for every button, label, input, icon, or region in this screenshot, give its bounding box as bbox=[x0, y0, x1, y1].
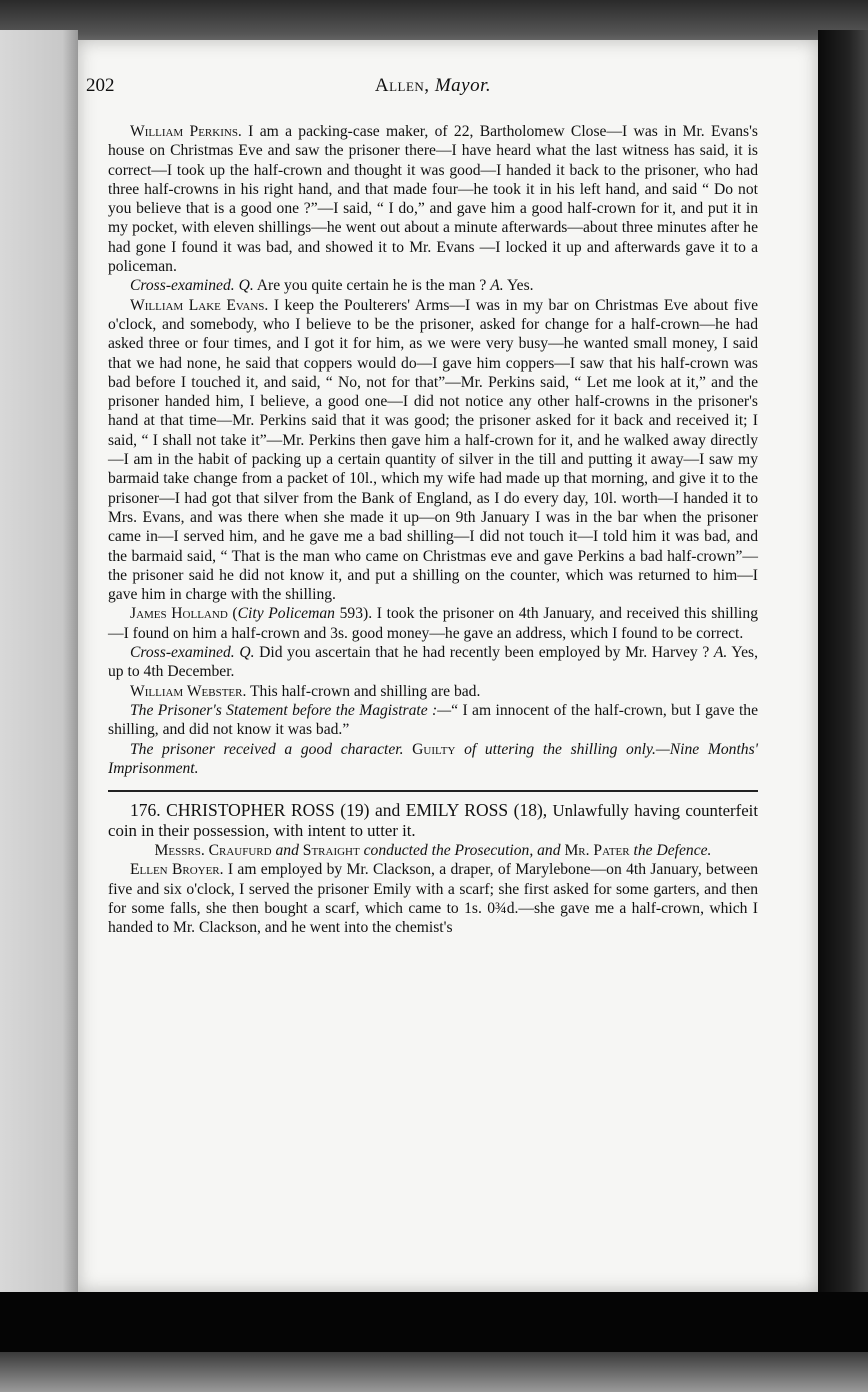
testimony-text: This half-crown and shilling are bad. bbox=[246, 682, 481, 700]
scan-right-border bbox=[818, 30, 868, 1320]
counsel-mid: conducted the Prosecution, and bbox=[359, 842, 565, 860]
testimony-webster bbox=[108, 682, 758, 701]
case-heading bbox=[108, 800, 758, 841]
testimony-perkins bbox=[108, 122, 758, 276]
page-content bbox=[86, 75, 759, 938]
scan-bottom-edge bbox=[0, 1352, 868, 1392]
paren-open: ( bbox=[227, 605, 238, 623]
counsel-prosecution-1: Messrs. Craufurd bbox=[154, 842, 272, 860]
counsel-and: and bbox=[271, 842, 303, 860]
cross-examination-holland bbox=[108, 643, 758, 682]
case-charge: Unlawfully having counterfeit coin in their possession, with intent to utter it. bbox=[108, 801, 759, 841]
witness-name: William Perkins. bbox=[130, 123, 242, 140]
verdict-sentence: of uttering the shilling only.—Nine Months' Imprisonment. bbox=[108, 740, 759, 777]
witness-role: City Policeman bbox=[237, 605, 335, 623]
verdict bbox=[108, 740, 758, 779]
running-head bbox=[108, 76, 758, 95]
case-number-and-defendants: 176. CHRISTOPHER ROSS (19) and EMILY ROSS (18), bbox=[130, 800, 548, 821]
testimony-holland bbox=[108, 604, 758, 643]
witness-name: James Holland bbox=[130, 605, 228, 623]
testimony-text: I am employed by Mr. Clackson, a draper, of Marylebone—on 4th January, between five and six o'clock, I served the prisoner Emily with a scarf; she first asked for some garters, and then for some falls, she then bought a scarf, which came to 1s. 0¾d.—she gave me a half-crown, which I handed to Mr. Clackson, and he went into the chemist's bbox=[108, 861, 758, 937]
section-divider bbox=[108, 790, 758, 792]
cross-examined-label: Cross-examined. bbox=[130, 277, 235, 295]
verdict-character: The prisoner received a good character. bbox=[130, 740, 404, 758]
cross-examination-perkins bbox=[108, 276, 758, 295]
testimony-text: I took the prisoner on 4th January, and received this shilling—I found on him a half-crown and 3s. good money—he gave an address, which I found to be correct. bbox=[108, 605, 758, 642]
witness-name: William Webster. bbox=[130, 682, 247, 700]
testimony-text: I am a packing-case maker, of 22, Bartholomew Close—I was in Mr. Evans's house on Christmas Eve and saw the prisoner there—I have heard what the last witness has said, it is correct—I took up the half-crown and thought it was good—I handed it back to the prisoner, who had three half-crowns in his right hand, and that made four—he took it in his left hand, and said “ Do not you believe that is a good one ?”—I said, “ I do,” and gave him a good half-crown for it, and put it in my pocket, with eleven shillings—he went out about a minute afterwards—about three minutes after he had gone I found it was bad, and showed it to Mr. Evans —I locked it up and afterwards gave it to a policeman. bbox=[108, 123, 759, 276]
answer-marker: A. bbox=[713, 644, 728, 662]
question-text: Are you quite certain he is the man ? bbox=[253, 277, 491, 295]
scan-left-margin bbox=[0, 30, 78, 1320]
cross-examined-label: Cross-examined. bbox=[130, 644, 235, 662]
question-text: Did you ascertain that he had recently been employed by Mr. Harvey ? bbox=[254, 644, 714, 662]
running-head-title: Mayor. bbox=[434, 75, 492, 96]
verdict-guilty: Guilty bbox=[403, 740, 456, 758]
counsel-prosecution-2: Straight bbox=[302, 842, 360, 860]
running-head-name: Allen, bbox=[374, 75, 430, 96]
prisoner-statement bbox=[108, 701, 758, 740]
witness-name: Ellen Broyer. bbox=[130, 861, 224, 879]
question-marker: Q. bbox=[238, 277, 254, 295]
question-marker: Q. bbox=[239, 644, 255, 662]
statement-label: The Prisoner's Statement before the Magistrate :— bbox=[130, 701, 452, 719]
testimony-broyer bbox=[108, 860, 758, 937]
page-header bbox=[86, 75, 758, 122]
testimony-text: I keep the Poulterers' Arms—I was in my bar on Christmas Eve about five o'clock, and somebody, who I believe to be the prisoner, asked for change for a half-crown—he had asked three or four times, and I got it for him, as we were very busy—he wanted small money, I said that we had none, he said that coppers would do—I gave him coppers—I saw that his half-crown was bad before I touched it, and said, “ No, not for that”—Mr. Perkins said, “ Let me look at it,” and the prisoner handed him, I believe, a good one—I did not notice any other half-crowns in the prisoner's hand at that time—Mr. Perkins said that it was good; the prisoner asked for it back and received it; I said, “ I shall not take it”—Mr. Perkins then gave him a half-crown for it, and he walked away directly—I am in the habit of packing up a certain quantity of silver in the till and putting it away—I saw my barmaid take change from a packet of 10l., which my wife had made up that morning, and give it to the prisoner—I had got that silver from the Bank of England, as I do every day, 10l. worth—I handed it to Mrs. Evans, and was there when she made it up—on 9th January I was in the bar when the prisoner came in—I served him, and he gave me a bad shilling—I did not touch it—I told him it was bad, and the barmaid said, “ That is the man who came on Christmas eve and gave Perkins a bad half-crown”—the prisoner said he did not know it, and put a shilling on the counter, which was returned to him—I gave him in charge with the shilling. bbox=[108, 296, 758, 604]
witness-name: William Lake Evans. bbox=[130, 296, 269, 314]
scan-bottom-border bbox=[0, 1292, 868, 1352]
answer-marker: A. bbox=[490, 277, 504, 295]
counsel-end: the Defence. bbox=[629, 842, 712, 860]
testimony-evans bbox=[108, 296, 758, 605]
paren-close: 593). bbox=[334, 605, 373, 623]
statement-text: “ I am innocent of the half-crown, but I gave the shilling, and did not know it was bad.” bbox=[108, 701, 759, 739]
answer-text: Yes. bbox=[503, 277, 534, 295]
answer-text: Yes, up to 4th December. bbox=[108, 644, 758, 681]
counsel-defence: Mr. Pater bbox=[564, 842, 630, 860]
counsel-line bbox=[108, 841, 758, 860]
page-number: 202 bbox=[86, 75, 115, 96]
